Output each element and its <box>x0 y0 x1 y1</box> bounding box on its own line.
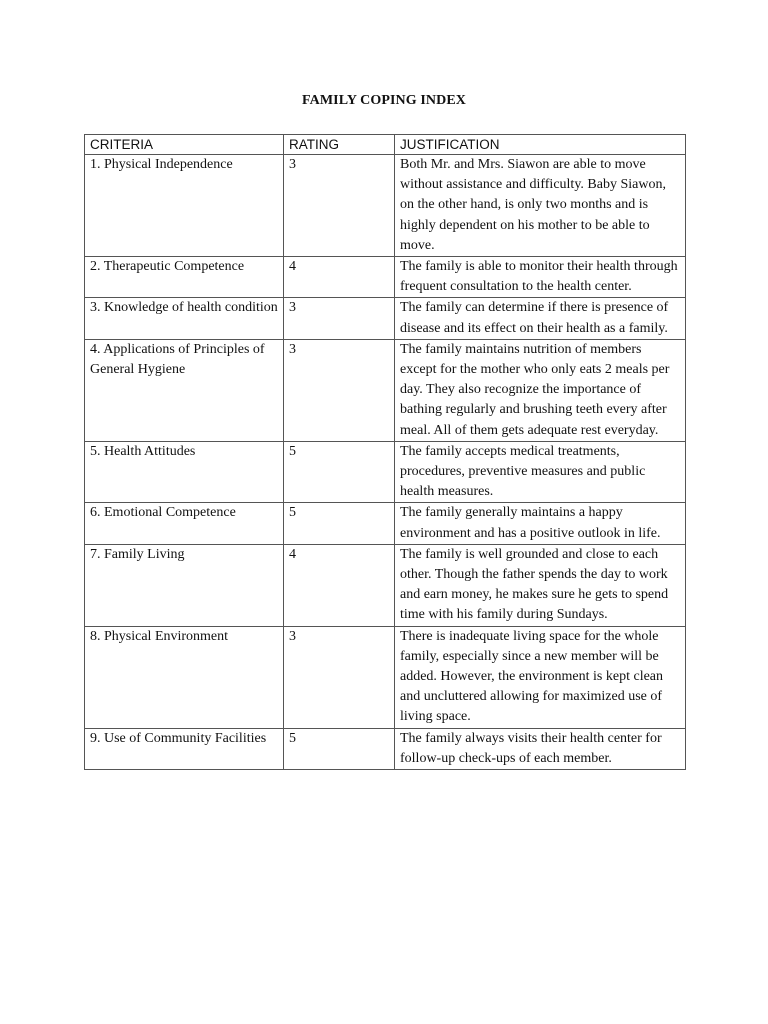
rating-cell: 5 <box>284 728 395 769</box>
justification-cell: The family can determine if there is presence of disease and its effect on their health as a family. <box>395 298 686 339</box>
criteria-cell: 7. Family Living <box>85 544 284 626</box>
table-row <box>85 544 686 626</box>
header-justification: JUSTIFICATION <box>395 135 686 155</box>
header-criteria: CRITERIA <box>85 135 284 155</box>
justification-cell: Both Mr. and Mrs. Siawon are able to move without assistance and difficulty. Baby Siawon, on the other hand, is only two months and is highly dependent on his mother to be able to move. <box>395 155 686 257</box>
criteria-cell: 8. Physical Environment <box>85 626 284 728</box>
rating-cell: 3 <box>284 339 395 441</box>
rating-cell: 5 <box>284 503 395 544</box>
criteria-cell: 1. Physical Independence <box>85 155 284 257</box>
justification-cell: There is inadequate living space for the whole family, especially since a new member will be added. However, the environment is kept clean and uncluttered allowing for maximized use of living space. <box>395 626 686 728</box>
criteria-cell: 2. Therapeutic Competence <box>85 257 284 298</box>
rating-cell: 3 <box>284 298 395 339</box>
table-row <box>85 503 686 544</box>
table-row <box>85 728 686 769</box>
rating-cell: 3 <box>284 626 395 728</box>
justification-cell: The family generally maintains a happy environment and has a positive outlook in life. <box>395 503 686 544</box>
justification-cell: The family accepts medical treatments, procedures, preventive measures and public health measures. <box>395 441 686 503</box>
justification-cell: The family is able to monitor their health through frequent consultation to the health center. <box>395 257 686 298</box>
criteria-cell: 9. Use of Community Facilities <box>85 728 284 769</box>
table-row <box>85 441 686 503</box>
rating-cell: 5 <box>284 441 395 503</box>
criteria-cell: 4. Applications of Principles of General Hygiene <box>85 339 284 441</box>
family-coping-index-table <box>84 134 686 770</box>
table-row <box>85 298 686 339</box>
table-header-row <box>85 135 686 155</box>
header-rating: RATING <box>284 135 395 155</box>
justification-cell: The family is well grounded and close to each other. Though the father spends the day to work and earn money, he makes sure he gets to spend time with his family during Sundays. <box>395 544 686 626</box>
table-row <box>85 626 686 728</box>
table-row <box>85 155 686 257</box>
justification-cell: The family maintains nutrition of members except for the mother who only eats 2 meals per day. They also recognize the importance of bathing regularly and brushing teeth every after meal. All of them gets adequate rest everyday. <box>395 339 686 441</box>
page-title: FAMILY COPING INDEX <box>302 93 466 108</box>
criteria-cell: 5. Health Attitudes <box>85 441 284 503</box>
rating-cell: 3 <box>284 155 395 257</box>
table-row <box>85 257 686 298</box>
criteria-cell: 3. Knowledge of health condition <box>85 298 284 339</box>
criteria-cell: 6. Emotional Competence <box>85 503 284 544</box>
table-row <box>85 339 686 441</box>
justification-cell: The family always visits their health center for follow-up check-ups of each member. <box>395 728 686 769</box>
rating-cell: 4 <box>284 257 395 298</box>
rating-cell: 4 <box>284 544 395 626</box>
